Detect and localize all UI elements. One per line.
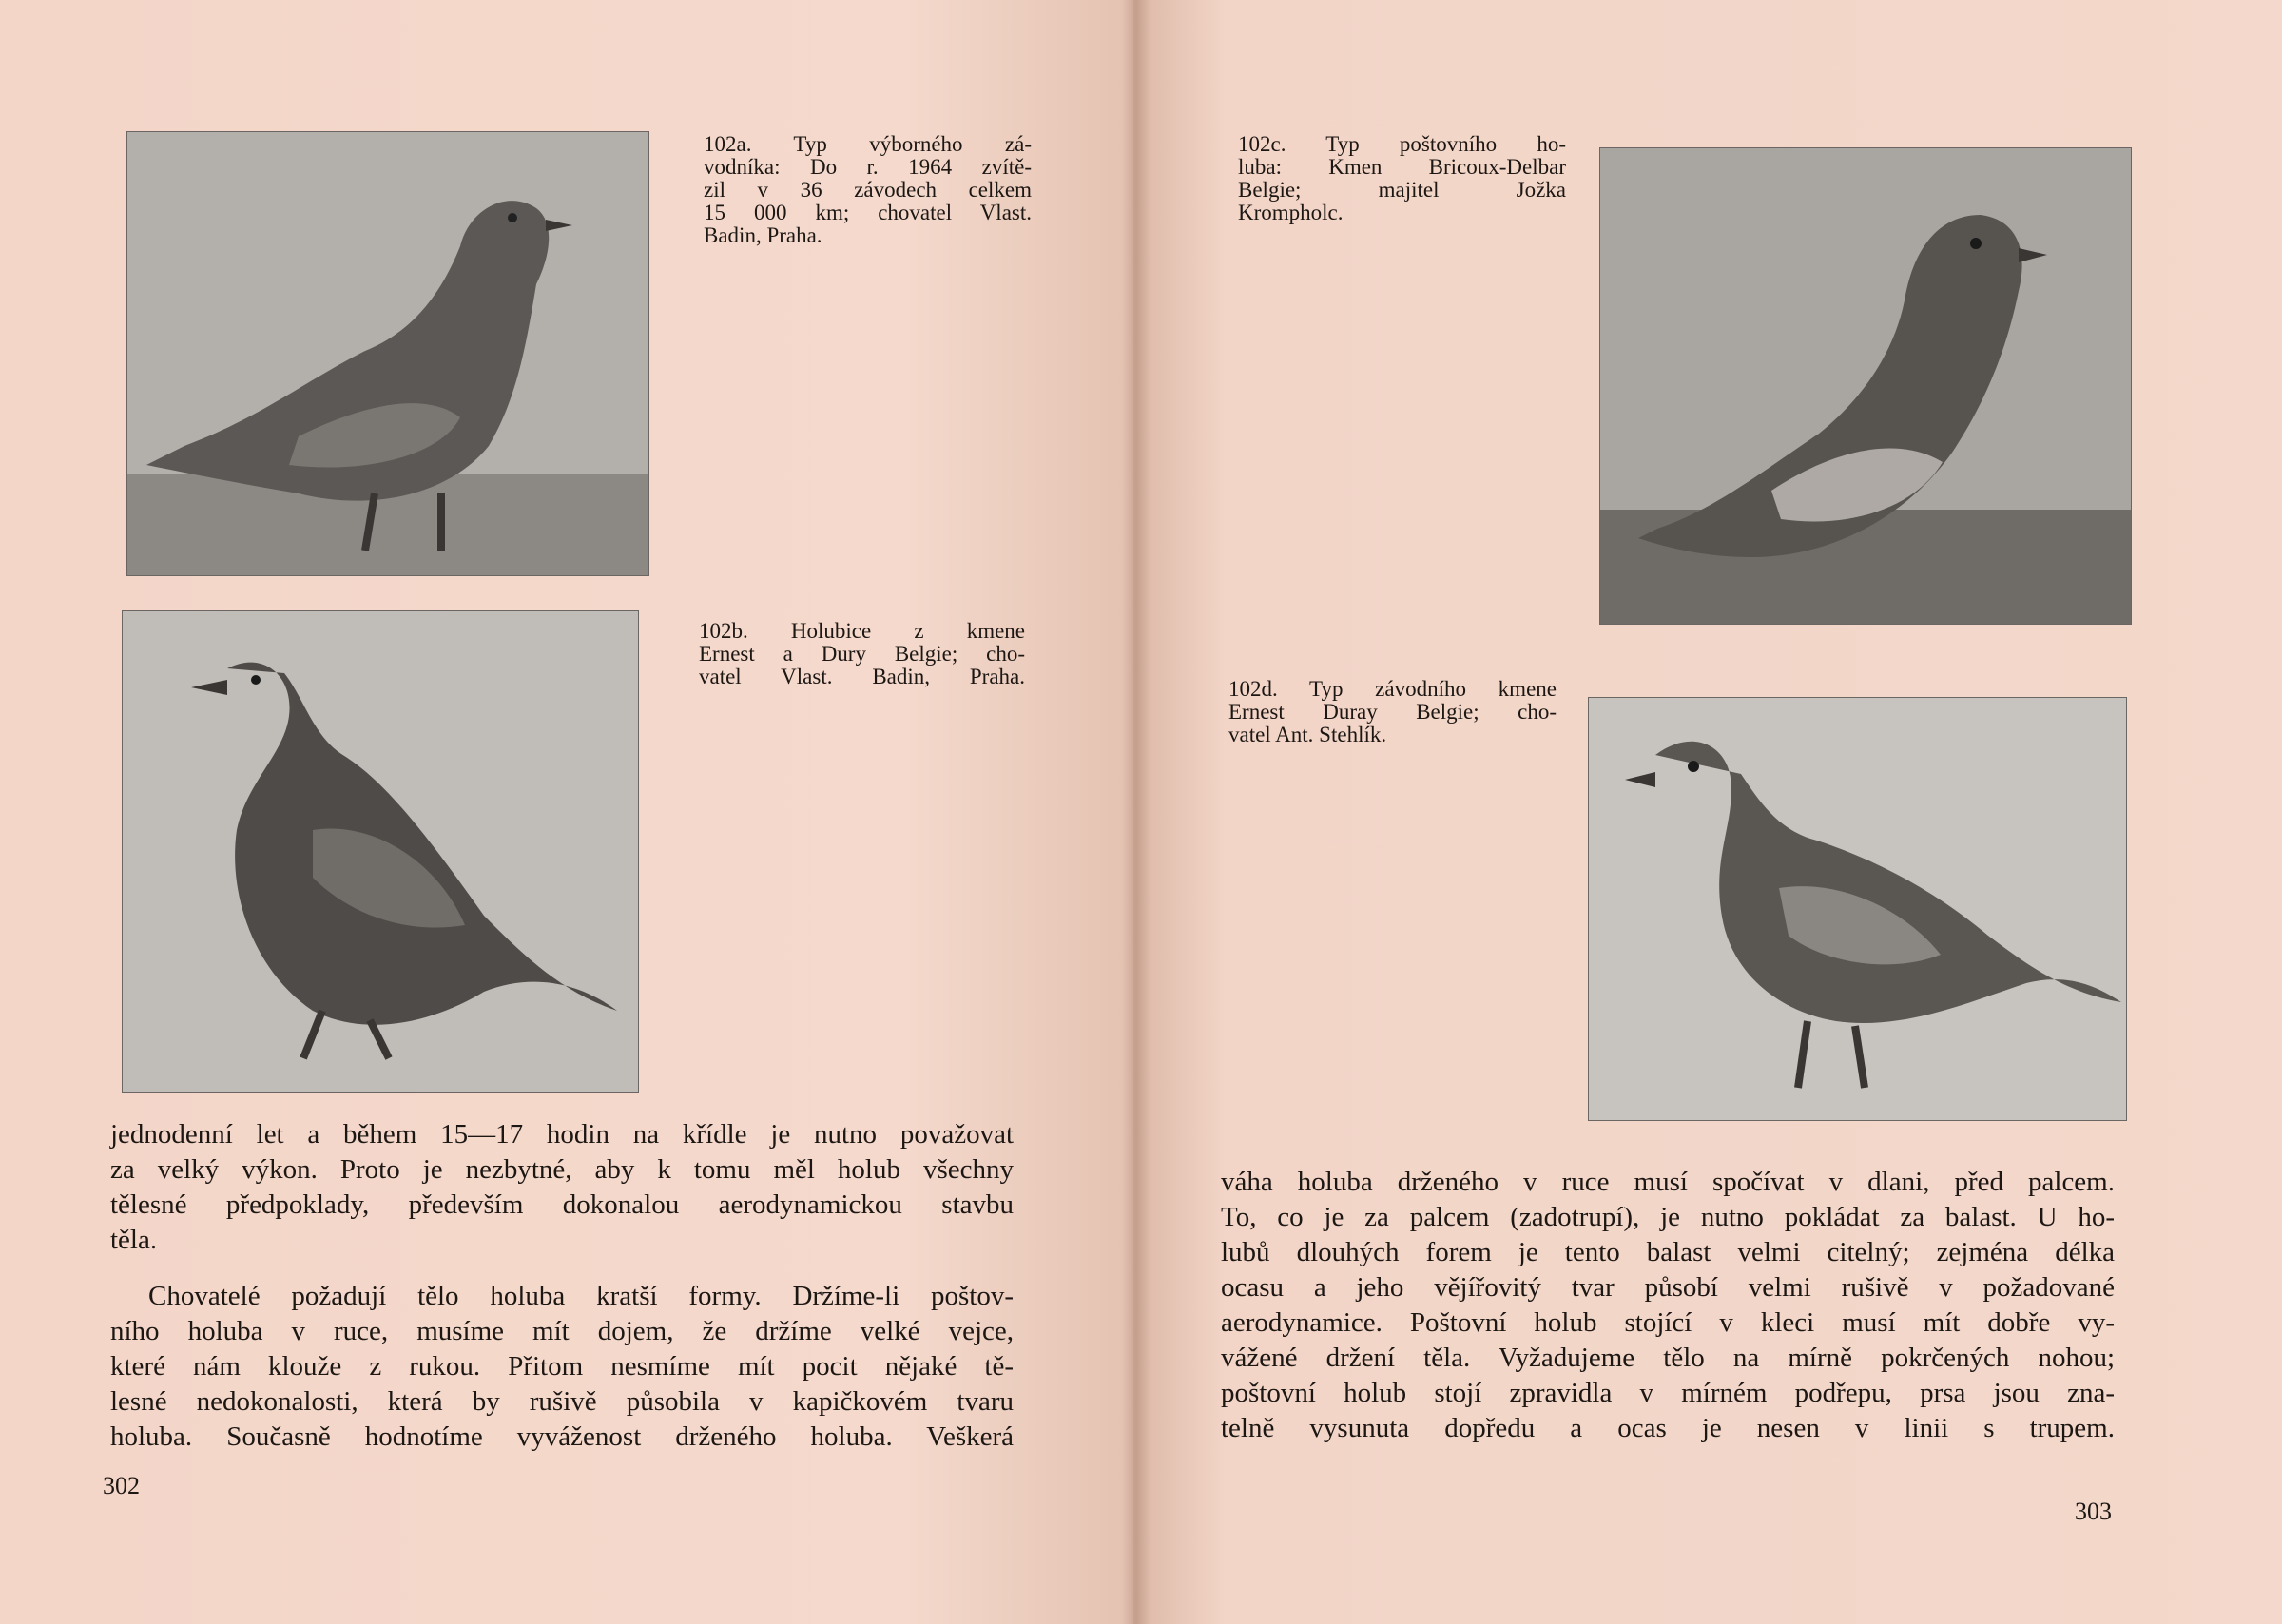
figure-102a-caption: [704, 133, 1032, 247]
figure-102b-caption: [699, 620, 1025, 688]
caption-line: Ernest Duray Belgie; cho-: [1228, 700, 1557, 724]
figure-102d-photo: [1588, 697, 2127, 1121]
text-line: za velký výkon. Proto je nezbytné, aby k tomu měl holub všechny: [110, 1154, 1014, 1185]
pigeon-102b-image: [123, 611, 638, 1092]
text-line: Chovatelé požadují tělo holuba kratší formy. Držíme-li poštov-: [148, 1281, 1014, 1311]
figure-102c-photo: [1599, 147, 2132, 625]
text-line: vážené držení těla. Vyžadujeme tělo na mírně pokrčených nohou;: [1221, 1343, 2115, 1373]
figure-102c-caption: [1238, 133, 1566, 224]
text-line: holuba. Současně hodnotíme vyváženost drženého holuba. Veškerá: [110, 1421, 1014, 1452]
text-line: lubů dlouhých forem je tento balast velmi citelný; zejména délka: [1221, 1237, 2115, 1267]
left-body-text: [110, 1117, 1014, 1455]
text-line: lesné nedokonalosti, která by rušivě působila v kapičkovém tvaru: [110, 1386, 1014, 1417]
pigeon-102d-image: [1589, 698, 2126, 1120]
caption-line: 102a. Typ výborného zá-: [704, 132, 1032, 156]
right-body-text: [1221, 1165, 2115, 1446]
caption-line: 102c. Typ poštovního ho-: [1238, 132, 1566, 156]
right-page: [1133, 0, 2282, 1624]
pigeon-102a-image: [127, 132, 648, 575]
caption-line: vodníka: Do r. 1964 zvítě-: [704, 155, 1032, 179]
caption-line: Badin, Praha.: [704, 223, 822, 247]
book-gutter: [1122, 0, 1151, 1624]
text-line: ního holuba v ruce, musíme mít dojem, že držíme velké vejce,: [110, 1316, 1014, 1346]
caption-line: vatel Ant. Stehlík.: [1228, 723, 1387, 746]
page-number-left: 302: [103, 1472, 140, 1499]
text-line: aerodynamice. Poštovní holub stojící v kleci musí mít dobře vy-: [1221, 1307, 2115, 1338]
text-line: váha holuba drženého v ruce musí spočívat v dlani, před palcem.: [1221, 1167, 2115, 1197]
text-line: poštovní holub stojí zpravidla v mírném podřepu, prsa jsou zna-: [1221, 1378, 2115, 1408]
page-number-right: 303: [2075, 1498, 2112, 1525]
text-line: které nám klouže z rukou. Přitom nesmíme mít pocit nějaké tě-: [110, 1351, 1014, 1382]
text-line: telně vysunuta dopředu a ocas je nesen v linii s trupem.: [1221, 1413, 2115, 1443]
figure-102b-photo: [122, 610, 639, 1093]
figure-102a-photo: [126, 131, 649, 576]
caption-line: Krompholc.: [1238, 201, 1344, 224]
pigeon-102c-image: [1600, 148, 2131, 624]
caption-line: Belgie; majitel Jožka: [1238, 178, 1566, 202]
figure-102d-caption: [1228, 678, 1557, 746]
left-page: [0, 0, 1133, 1624]
text-line: To, co je za palcem (zadotrupí), je nutno pokládat za balast. U ho-: [1221, 1202, 2115, 1232]
caption-line: 15 000 km; chovatel Vlast.: [704, 201, 1032, 224]
caption-line: Ernest a Dury Belgie; cho-: [699, 642, 1025, 666]
caption-line: 102b. Holubice z kmene: [699, 619, 1025, 643]
caption-line: vatel Vlast. Badin, Praha.: [699, 665, 1025, 688]
text-line: tělesné předpoklady, především dokonalou aerodynamickou stavbu: [110, 1189, 1014, 1220]
text-line: jednodenní let a během 15—17 hodin na křídle je nutno považovat: [110, 1119, 1014, 1150]
caption-line: 102d. Typ závodního kmene: [1228, 677, 1557, 701]
text-line: ocasu a jeho vějířovitý tvar působí velmi rušivě v požadované: [1221, 1272, 2115, 1303]
text-line: těla.: [110, 1225, 158, 1255]
caption-line: zil v 36 závodech celkem: [704, 178, 1032, 202]
caption-line: luba: Kmen Bricoux-Delbar: [1238, 155, 1566, 179]
